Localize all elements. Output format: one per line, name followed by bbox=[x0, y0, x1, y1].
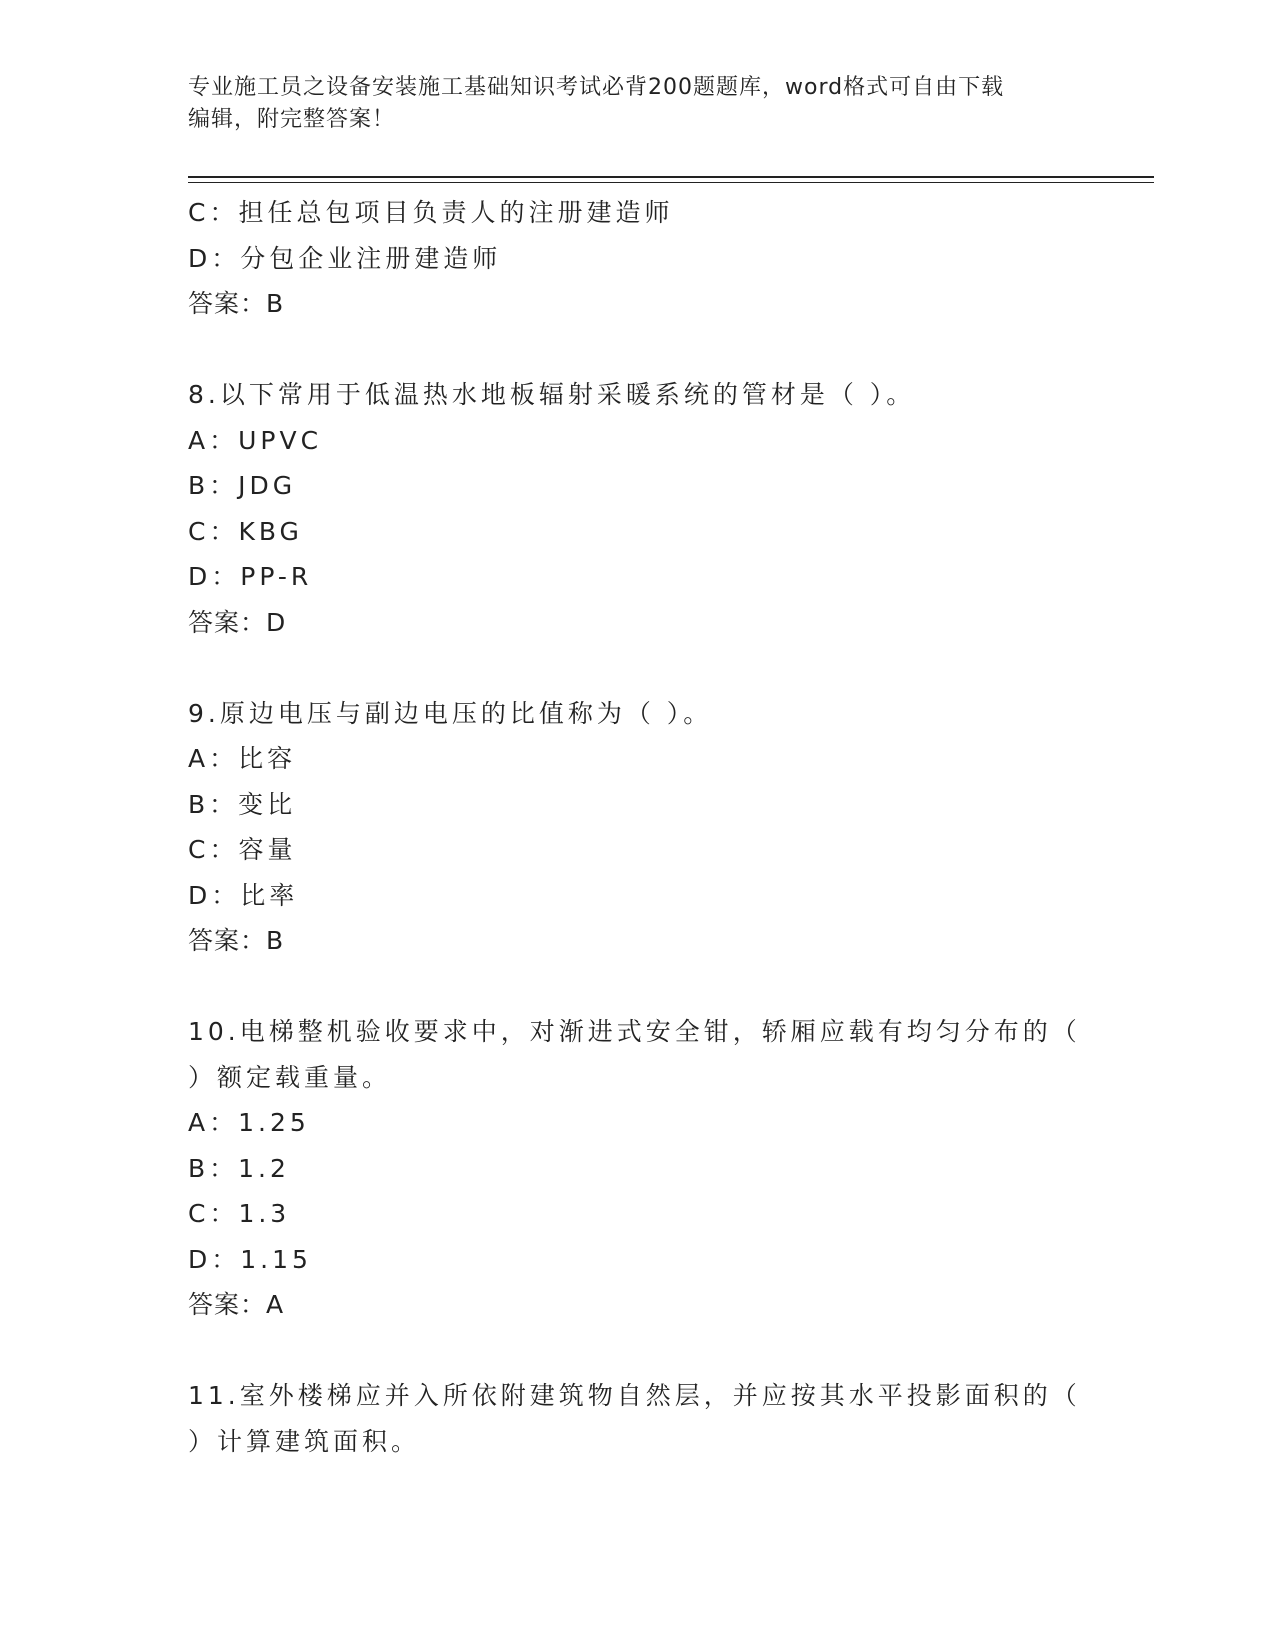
question-list bbox=[188, 190, 1088, 1464]
question-10 bbox=[188, 1009, 1088, 1328]
option-d: D：1.15 bbox=[188, 1244, 312, 1274]
question-text-line-1: 11.室外楼梯应并入所依附建筑物自然层，并应按其水平投影面积的（ bbox=[188, 1381, 1081, 1410]
question-text-line-1: 10.电梯整机验收要求中，对渐进式安全钳，轿厢应载有均匀分布的（ bbox=[188, 1017, 1081, 1046]
question-text: 9.原边电压与副边电压的比值称为（ ）。 bbox=[188, 698, 713, 728]
option-d: D：分包企业注册建造师 bbox=[188, 243, 502, 273]
spacer bbox=[188, 964, 1088, 1010]
header-divider-thick bbox=[188, 176, 1154, 178]
option-c: C：1.3 bbox=[188, 1199, 291, 1228]
option-d: D：PP-R bbox=[188, 562, 313, 591]
option-c: C：容量 bbox=[188, 835, 297, 864]
spacer bbox=[188, 645, 1088, 691]
spacer bbox=[188, 327, 1088, 373]
document-header bbox=[188, 72, 1088, 136]
option-a: A：UPVC bbox=[188, 425, 323, 455]
answer: 答案：B bbox=[188, 289, 285, 318]
question-8 bbox=[188, 372, 1088, 645]
question-text-line-2: ）计算建筑面积。 bbox=[188, 1426, 421, 1456]
question-text-line-2: ）额定载重量。 bbox=[188, 1062, 392, 1092]
option-a: A：1.25 bbox=[188, 1108, 310, 1137]
question-text: 8.以下常用于低温热水地板辐射采暖系统的管材是（ ）。 bbox=[188, 380, 916, 409]
answer: 答案：A bbox=[188, 1290, 285, 1319]
option-b: B：JDG bbox=[188, 471, 297, 500]
option-b: B：变比 bbox=[188, 789, 297, 819]
header-title-line-1: 专业施工员之设备安装施工基础知识考试必背200题题库，word格式可自由下载 bbox=[188, 75, 1005, 100]
option-c: C：KBG bbox=[188, 516, 303, 546]
option-c: C：担任总包项目负责人的注册建造师 bbox=[188, 198, 674, 227]
option-d: D：比率 bbox=[188, 880, 299, 910]
question-9 bbox=[188, 691, 1088, 964]
spacer bbox=[188, 1328, 1088, 1374]
header-divider-thin bbox=[188, 182, 1154, 183]
answer: 答案：B bbox=[188, 926, 285, 955]
question-7-partial bbox=[188, 190, 1088, 327]
answer: 答案：D bbox=[188, 607, 287, 637]
header-title-line-2: 编辑，附完整答案！ bbox=[188, 107, 396, 132]
option-a: A：比容 bbox=[188, 744, 297, 773]
question-11 bbox=[188, 1373, 1088, 1464]
option-b: B：1.2 bbox=[188, 1153, 290, 1183]
